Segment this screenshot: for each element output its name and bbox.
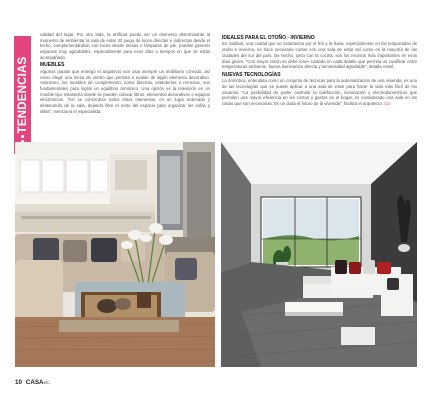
right-column bbox=[222, 33, 417, 108]
page-number: 10 bbox=[15, 379, 23, 386]
living-room-photo bbox=[15, 142, 215, 367]
intro-paragraph: calidad del lugar. Por otro lado, la artificial puede ser un elemento determinante al momento de ambientar la sala de estar. El juego de luces directas e indirectas desde el techo, complementándolo con luces desde mesas o lámparas de pie, pueden generar espacios muy agradables, especialmente para esos días o tiempos en que se estás acompañado. bbox=[40, 32, 210, 60]
otono-heading: IDEALES PARA EL OTOÑO - INVIERNO bbox=[222, 34, 315, 41]
tecnologias-paragraph: La domótica, entendida como un conjunto de técnicas para la automatización de una vivienda, es uno de las tecnologías que se puede aplicar a una sala de estar para hacer la vida más fácil de los usuarios. "La posibilidad de poder controlar la calefacción, iluminación y electrodomésticos que permiten una mayor eficiencia en los costos y gastos en el hogar, es considerado una sala en las casas que son necesarias. Es un duda el futuro de la vivienda", finaliza el arquitecto. Ca bbox=[222, 78, 417, 107]
tecnologias-heading: NUEVAS TECNOLOGÍAS bbox=[222, 71, 281, 78]
end-mark: Ca bbox=[384, 101, 390, 107]
page-footer bbox=[15, 379, 51, 387]
brand-suffix: etc. bbox=[43, 380, 51, 385]
section-tab bbox=[14, 36, 31, 154]
muebles-heading: MUEBLES bbox=[40, 62, 65, 69]
muebles-paragraph: Algunos pautas que entregó el arquitecto son usar siempre un mobiliario cómodo, así como elegir una mesa de centro que permita e evalúe de algún elemento decorativo. Asimismo, los muebles de complemento, como librerías, estanterías o remesas, son fundamentales para lograr un equilibrio armónico. Una opción es la televisión en un mueble tipo estantería donde se pueden colocar libros, elementos decorativos o equipos electrónicos. "Así se concentran todos estos elementos, en un lugar ordenado y destacando de la sala, dejando libre el resto del espacio para organizar los sofás y sillas", menciona el especialista. bbox=[40, 68, 210, 114]
otono-paragraph: En Valdivia, una ciudad que se caracteriza por el frío y la lluvia, especialmente en las temporadas de otoño e invierno, se hace necesario contar con una sala de estar así como en la mayoría de las ciudades del sur del país. De hecho, junto con la cocina, son los recintos más importantes en esos días grises. "Con mayor razón se debe tener cuidado en cada detalle que permita un cualificar entre temperaturas ambiente, buena iluminación directa y luminosidad agradable", detalla Assef. bbox=[222, 41, 417, 70]
modern-room-photo bbox=[221, 142, 417, 367]
section-tag: TENDENCIAS bbox=[17, 56, 29, 134]
magazine-brand: CASA bbox=[25, 379, 44, 386]
left-column bbox=[40, 32, 210, 116]
